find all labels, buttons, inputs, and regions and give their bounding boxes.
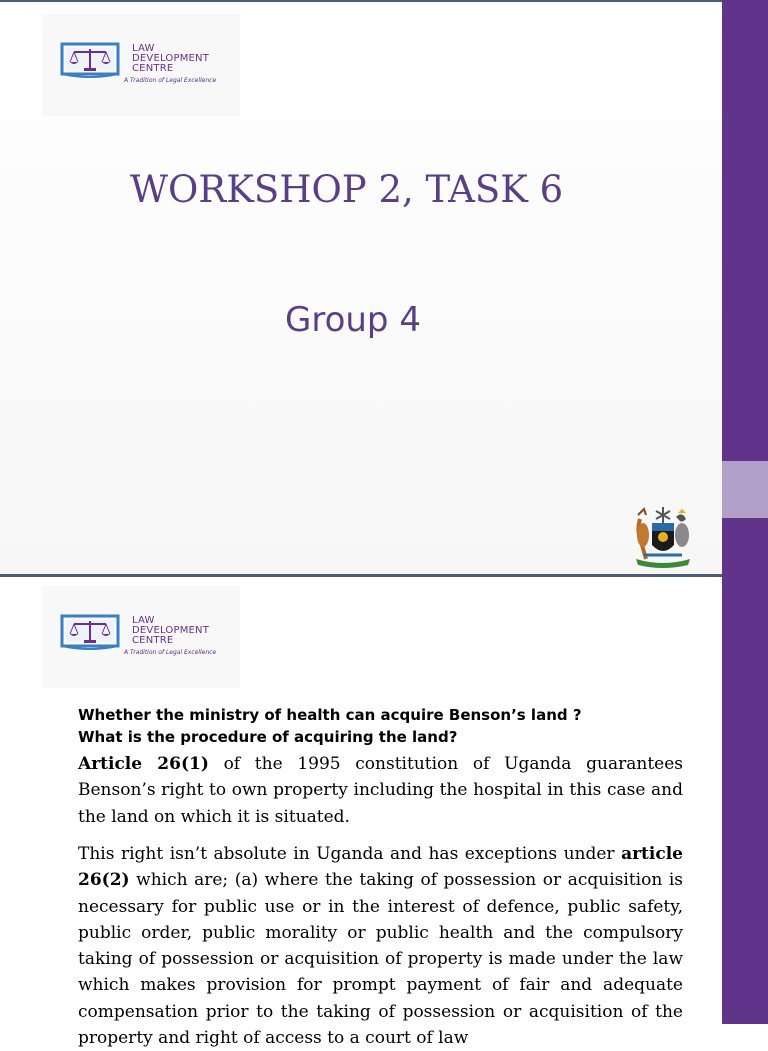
sidebar-bar-top (722, 0, 768, 461)
ldc-logo-2 (42, 586, 240, 688)
logo-line-3: CENTRE (132, 63, 174, 74)
coat-of-arms-icon (630, 505, 696, 569)
paragraph-2-text: This right isn’t absolute in Uganda and has exceptions under (78, 844, 622, 864)
sidebar-bar-accent (722, 461, 768, 518)
ldc-logo (42, 14, 240, 116)
slide-divider (0, 574, 722, 577)
logo-line-3: CENTRE (132, 635, 174, 646)
paragraph-2-rest: which are; (a) where the taking of possession or acquisition is necessary for public use or in the interest of defence, public safety, public order, public morality or public health and the compulsory taking of possession or acquisition of property is made under the law which makes provision for prompt payment of fair and adequate compensation prior to the taking of possession or acquisition of the property and right of access to a court of law (78, 870, 683, 1049)
logo-line-2: DEVELOPMENT (132, 53, 210, 64)
logo-line-1: LAW (132, 43, 155, 54)
content-slide (0, 578, 722, 1049)
slide-subtitle: Group 4 (285, 300, 421, 340)
logo-tagline: A Tradition of Legal Excellence (124, 77, 217, 84)
logo-line-1: LAW (132, 615, 155, 626)
paragraph-article-26-1 (78, 751, 683, 830)
article-26-2-ref: article 26(2) (78, 844, 683, 891)
question-2: What is the procedure of acquiring the land? (78, 728, 458, 746)
logo-wordmark (132, 616, 209, 646)
scales-of-justice-icon (60, 40, 124, 80)
logo-line-2: DEVELOPMENT (132, 625, 210, 636)
scales-of-justice-icon (60, 612, 124, 652)
logo-tagline: A Tradition of Legal Excellence (124, 649, 217, 656)
slide-title: WORKSHOP 2, TASK 6 (130, 168, 564, 211)
logo-wordmark (132, 44, 209, 74)
paragraph-1-text: of the 1995 constitution of Uganda guarantees Benson’s right to own property including the hospital in this case and the land on which it is situated. (78, 754, 683, 827)
article-26-1-ref: Article 26(1) (78, 754, 209, 774)
paragraph-article-26-2 (78, 841, 683, 1051)
question-1: Whether the ministry of health can acquire Benson’s land ? (78, 706, 582, 724)
slide-top-border (0, 0, 722, 2)
sidebar-bar-bottom (722, 518, 768, 1024)
